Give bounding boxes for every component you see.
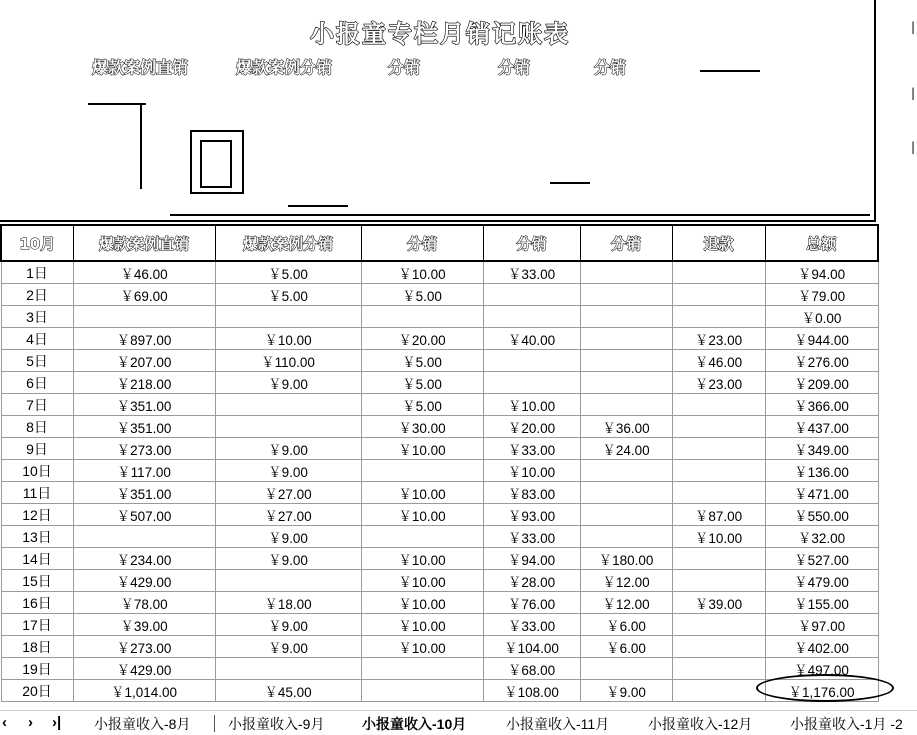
cell-day[interactable]: 13日: [1, 526, 73, 548]
cell-case-distribution[interactable]: [215, 570, 361, 592]
tab-nav-last[interactable]: ›|: [52, 714, 62, 731]
cell-distribution-2[interactable]: ￥33.00: [483, 526, 580, 548]
cell-refund[interactable]: [672, 416, 765, 438]
sheet-tab-oct[interactable]: 小报童收入-10月: [362, 716, 467, 732]
table-row: [1, 284, 878, 306]
cell-day[interactable]: 7日: [1, 394, 73, 416]
cell-direct[interactable]: ￥351.00: [73, 416, 215, 438]
side-mark-1: |: [911, 20, 916, 34]
cell-refund[interactable]: [672, 306, 765, 328]
cell-distribution-1[interactable]: ￥10.00: [361, 614, 483, 636]
sheet-tab-sep[interactable]: 小报童收入-9月: [228, 716, 325, 732]
cell-distribution-2[interactable]: [483, 372, 580, 394]
header-distribution-2[interactable]: 分销: [483, 225, 580, 261]
cell-refund[interactable]: ￥39.00: [672, 592, 765, 614]
cell-distribution-3[interactable]: ￥36.00: [580, 416, 672, 438]
cell-refund[interactable]: [672, 482, 765, 504]
cell-direct[interactable]: ￥39.00: [73, 614, 215, 636]
cell-distribution-1[interactable]: [361, 306, 483, 328]
cell-case-distribution[interactable]: ￥27.00: [215, 504, 361, 526]
cell-direct[interactable]: ￥117.00: [73, 460, 215, 482]
cell-refund[interactable]: [672, 438, 765, 460]
cell-total[interactable]: ￥276.00: [765, 350, 878, 372]
sheet-tab-bar: [0, 710, 917, 735]
ledger-body: [1, 261, 878, 702]
cell-distribution-1[interactable]: ￥5.00: [361, 350, 483, 372]
cell-distribution-1[interactable]: ￥10.00: [361, 570, 483, 592]
cell-day[interactable]: 2日: [1, 284, 73, 306]
sheet-tab-dec[interactable]: 小报童收入-12月: [648, 716, 753, 732]
cell-distribution-2[interactable]: ￥93.00: [483, 504, 580, 526]
cell-case-distribution[interactable]: [215, 658, 361, 680]
cell-distribution-1[interactable]: [361, 680, 483, 702]
chart-bar-top-4: [550, 182, 590, 184]
cell-case-distribution[interactable]: ￥9.00: [215, 614, 361, 636]
cell-distribution-2[interactable]: ￥33.00: [483, 614, 580, 636]
cell-day[interactable]: 11日: [1, 482, 73, 504]
cell-distribution-3[interactable]: ￥12.00: [580, 592, 672, 614]
cell-distribution-1[interactable]: [361, 526, 483, 548]
cell-distribution-1[interactable]: ￥10.00: [361, 504, 483, 526]
cell-distribution-2[interactable]: [483, 306, 580, 328]
cell-day[interactable]: 9日: [1, 438, 73, 460]
header-month[interactable]: 10月: [1, 225, 73, 261]
cell-distribution-3[interactable]: [580, 394, 672, 416]
header-case-distribution[interactable]: 爆款案例分销: [215, 225, 361, 261]
table-row: [1, 614, 878, 636]
cell-day[interactable]: 6日: [1, 372, 73, 394]
cell-refund[interactable]: [672, 658, 765, 680]
summary-label-case-distribution: 爆款案例分销: [236, 58, 333, 77]
cell-day[interactable]: 3日: [1, 306, 73, 328]
cell-distribution-3[interactable]: [580, 284, 672, 306]
cell-distribution-2[interactable]: ￥76.00: [483, 592, 580, 614]
cell-day[interactable]: 12日: [1, 504, 73, 526]
chart-bar-2-inner: [200, 140, 232, 188]
cell-refund[interactable]: ￥10.00: [672, 526, 765, 548]
cell-day[interactable]: 16日: [1, 592, 73, 614]
table-row: [1, 658, 878, 680]
cell-direct[interactable]: ￥1,014.00: [73, 680, 215, 702]
tab-nav-next[interactable]: ›: [28, 714, 33, 731]
summary-label-direct: 爆款案例直销: [92, 58, 189, 77]
cell-distribution-3[interactable]: ￥6.00: [580, 636, 672, 658]
cell-direct[interactable]: ￥897.00: [73, 328, 215, 350]
cell-total[interactable]: ￥550.00: [765, 504, 878, 526]
summary-label-distribution-1: 分销: [388, 58, 421, 77]
cell-refund[interactable]: ￥87.00: [672, 504, 765, 526]
cell-day[interactable]: 5日: [1, 350, 73, 372]
cell-day[interactable]: 10日: [1, 460, 73, 482]
cell-case-distribution[interactable]: [215, 394, 361, 416]
cell-case-distribution[interactable]: ￥9.00: [215, 526, 361, 548]
cell-day[interactable]: 4日: [1, 328, 73, 350]
cell-total[interactable]: ￥209.00: [765, 372, 878, 394]
cell-distribution-3[interactable]: ￥12.00: [580, 570, 672, 592]
table-row: [1, 482, 878, 504]
cell-direct[interactable]: ￥351.00: [73, 394, 215, 416]
cell-direct[interactable]: ￥273.00: [73, 438, 215, 460]
cell-distribution-2[interactable]: ￥68.00: [483, 658, 580, 680]
cell-day[interactable]: 18日: [1, 636, 73, 658]
cell-case-distribution[interactable]: ￥110.00: [215, 350, 361, 372]
cell-refund[interactable]: [672, 261, 765, 284]
cell-direct[interactable]: ￥218.00: [73, 372, 215, 394]
header-direct[interactable]: 爆款案例直销: [73, 225, 215, 261]
cell-distribution-3[interactable]: [580, 328, 672, 350]
header-row: [1, 225, 878, 261]
summary-panel: [0, 0, 876, 222]
cell-distribution-2[interactable]: ￥33.00: [483, 438, 580, 460]
table-row: [1, 416, 878, 438]
header-total[interactable]: 总额: [765, 225, 878, 261]
chart-bar-edge-1: [140, 103, 142, 189]
cell-distribution-2[interactable]: ￥83.00: [483, 482, 580, 504]
cell-distribution-1[interactable]: [361, 460, 483, 482]
cell-distribution-2[interactable]: ￥40.00: [483, 328, 580, 350]
cell-case-distribution[interactable]: ￥5.00: [215, 261, 361, 284]
cell-distribution-3[interactable]: [580, 261, 672, 284]
sheet-tab-jan[interactable]: 小报童收入-1月 -2: [790, 716, 903, 732]
cell-direct[interactable]: ￥507.00: [73, 504, 215, 526]
cell-direct[interactable]: [73, 306, 215, 328]
cell-total[interactable]: ￥497.00: [765, 658, 878, 680]
cell-distribution-2[interactable]: ￥10.00: [483, 460, 580, 482]
table-row: [1, 328, 878, 350]
cell-distribution-1[interactable]: ￥10.00: [361, 438, 483, 460]
cell-distribution-1[interactable]: [361, 658, 483, 680]
cell-case-distribution[interactable]: ￥27.00: [215, 482, 361, 504]
cell-distribution-3[interactable]: [580, 658, 672, 680]
cell-distribution-1[interactable]: ￥10.00: [361, 592, 483, 614]
cell-total[interactable]: ￥527.00: [765, 548, 878, 570]
header-distribution-3[interactable]: 分销: [580, 225, 672, 261]
cell-refund[interactable]: [672, 548, 765, 570]
cell-distribution-1[interactable]: ￥10.00: [361, 548, 483, 570]
header-refund[interactable]: 退款: [672, 225, 765, 261]
cell-case-distribution[interactable]: ￥5.00: [215, 284, 361, 306]
cell-total[interactable]: ￥479.00: [765, 570, 878, 592]
cell-total[interactable]: ￥402.00: [765, 636, 878, 658]
cell-total[interactable]: ￥944.00: [765, 328, 878, 350]
cell-refund[interactable]: [672, 284, 765, 306]
cell-distribution-1[interactable]: ￥20.00: [361, 328, 483, 350]
table-row: [1, 261, 878, 284]
cell-case-distribution[interactable]: ￥9.00: [215, 548, 361, 570]
chart-bar-top-5: [700, 70, 760, 72]
summary-label-distribution-2: 分销: [498, 58, 531, 77]
ledger-table: [0, 224, 879, 702]
table-row: [1, 504, 878, 526]
table-row: [1, 350, 878, 372]
cell-distribution-1[interactable]: ￥30.00: [361, 416, 483, 438]
chart-bar-top-1: [88, 103, 146, 105]
cell-distribution-3[interactable]: [580, 482, 672, 504]
cell-distribution-1[interactable]: ￥10.00: [361, 636, 483, 658]
cell-case-distribution[interactable]: [215, 306, 361, 328]
cell-refund[interactable]: [672, 680, 765, 702]
cell-distribution-2[interactable]: ￥10.00: [483, 394, 580, 416]
cell-distribution-3[interactable]: [580, 460, 672, 482]
cell-total[interactable]: ￥471.00: [765, 482, 878, 504]
cell-direct[interactable]: [73, 526, 215, 548]
chart-baseline-2: [288, 205, 348, 207]
table-row: [1, 306, 878, 328]
cell-refund[interactable]: [672, 394, 765, 416]
cell-total[interactable]: ￥79.00: [765, 284, 878, 306]
cell-distribution-3[interactable]: [580, 372, 672, 394]
table-row: [1, 548, 878, 570]
header-distribution-1[interactable]: 分销: [361, 225, 483, 261]
cell-case-distribution[interactable]: ￥45.00: [215, 680, 361, 702]
cell-day[interactable]: 1日: [1, 261, 73, 284]
cell-case-distribution[interactable]: ￥9.00: [215, 372, 361, 394]
table-row: [1, 438, 878, 460]
cell-case-distribution[interactable]: ￥9.00: [215, 460, 361, 482]
cell-distribution-3[interactable]: [580, 350, 672, 372]
cell-distribution-2[interactable]: [483, 350, 580, 372]
cell-refund[interactable]: ￥23.00: [672, 328, 765, 350]
summary-label-distribution-3: 分销: [594, 58, 627, 77]
cell-total[interactable]: ￥349.00: [765, 438, 878, 460]
cell-distribution-1[interactable]: ￥5.00: [361, 284, 483, 306]
cell-day[interactable]: 20日: [1, 680, 73, 702]
table-row: [1, 394, 878, 416]
side-mark-3: |: [911, 140, 916, 154]
cell-total[interactable]: ￥32.00: [765, 526, 878, 548]
cell-total[interactable]: ￥1,176.00: [765, 680, 878, 702]
sheet-tab-nov[interactable]: 小报童收入-11月: [506, 716, 610, 732]
cell-direct[interactable]: ￥234.00: [73, 548, 215, 570]
cell-day[interactable]: 15日: [1, 570, 73, 592]
cell-distribution-1[interactable]: ￥10.00: [361, 261, 483, 284]
cell-distribution-2[interactable]: ￥104.00: [483, 636, 580, 658]
cell-day[interactable]: 19日: [1, 658, 73, 680]
cell-direct[interactable]: ￥351.00: [73, 482, 215, 504]
cell-distribution-1[interactable]: ￥5.00: [361, 372, 483, 394]
cell-case-distribution[interactable]: ￥18.00: [215, 592, 361, 614]
sheet-tab-aug[interactable]: 小报童收入-8月: [94, 716, 191, 732]
cell-distribution-1[interactable]: ￥10.00: [361, 482, 483, 504]
cell-distribution-1[interactable]: ￥5.00: [361, 394, 483, 416]
side-mark-2: |: [911, 86, 916, 100]
cell-total[interactable]: ￥136.00: [765, 460, 878, 482]
cell-distribution-3[interactable]: ￥24.00: [580, 438, 672, 460]
table-row: [1, 592, 878, 614]
cell-distribution-3[interactable]: ￥9.00: [580, 680, 672, 702]
cell-direct[interactable]: ￥69.00: [73, 284, 215, 306]
cell-case-distribution[interactable]: [215, 416, 361, 438]
cell-direct[interactable]: ￥207.00: [73, 350, 215, 372]
cell-direct[interactable]: ￥429.00: [73, 658, 215, 680]
table-row: [1, 680, 878, 702]
cell-total[interactable]: ￥0.00: [765, 306, 878, 328]
cell-total[interactable]: ￥94.00: [765, 261, 878, 284]
cell-total[interactable]: ￥437.00: [765, 416, 878, 438]
cell-distribution-2[interactable]: ￥108.00: [483, 680, 580, 702]
sheet-title: 小报童专栏月销记账表: [310, 20, 570, 48]
cell-refund[interactable]: [672, 614, 765, 636]
cell-distribution-3[interactable]: ￥6.00: [580, 614, 672, 636]
tab-separator: [214, 715, 215, 732]
cell-case-distribution[interactable]: ￥10.00: [215, 328, 361, 350]
cell-refund[interactable]: [672, 636, 765, 658]
cell-direct[interactable]: ￥273.00: [73, 636, 215, 658]
cell-direct[interactable]: ￥429.00: [73, 570, 215, 592]
tab-nav-prev[interactable]: ‹: [2, 714, 7, 731]
cell-refund[interactable]: ￥23.00: [672, 372, 765, 394]
cell-distribution-2[interactable]: ￥94.00: [483, 548, 580, 570]
cell-day[interactable]: 8日: [1, 416, 73, 438]
cell-direct[interactable]: ￥46.00: [73, 261, 215, 284]
cell-distribution-2[interactable]: ￥28.00: [483, 570, 580, 592]
cell-distribution-2[interactable]: ￥33.00: [483, 261, 580, 284]
cell-total[interactable]: ￥97.00: [765, 614, 878, 636]
cell-day[interactable]: 14日: [1, 548, 73, 570]
cell-direct[interactable]: ￥78.00: [73, 592, 215, 614]
cell-case-distribution[interactable]: ￥9.00: [215, 636, 361, 658]
table-row: [1, 460, 878, 482]
table-row: [1, 636, 878, 658]
cell-total[interactable]: ￥155.00: [765, 592, 878, 614]
table-row: [1, 526, 878, 548]
cell-refund[interactable]: ￥46.00: [672, 350, 765, 372]
cell-total[interactable]: ￥366.00: [765, 394, 878, 416]
cell-distribution-3[interactable]: [580, 504, 672, 526]
cell-distribution-2[interactable]: [483, 284, 580, 306]
chart-baseline: [170, 214, 870, 216]
cell-refund[interactable]: [672, 460, 765, 482]
cell-distribution-3[interactable]: [580, 306, 672, 328]
cell-case-distribution[interactable]: ￥9.00: [215, 438, 361, 460]
cell-distribution-2[interactable]: ￥20.00: [483, 416, 580, 438]
cell-distribution-3[interactable]: ￥180.00: [580, 548, 672, 570]
cell-refund[interactable]: [672, 570, 765, 592]
cell-day[interactable]: 17日: [1, 614, 73, 636]
table-row: [1, 570, 878, 592]
table-row: [1, 372, 878, 394]
cell-distribution-3[interactable]: [580, 526, 672, 548]
